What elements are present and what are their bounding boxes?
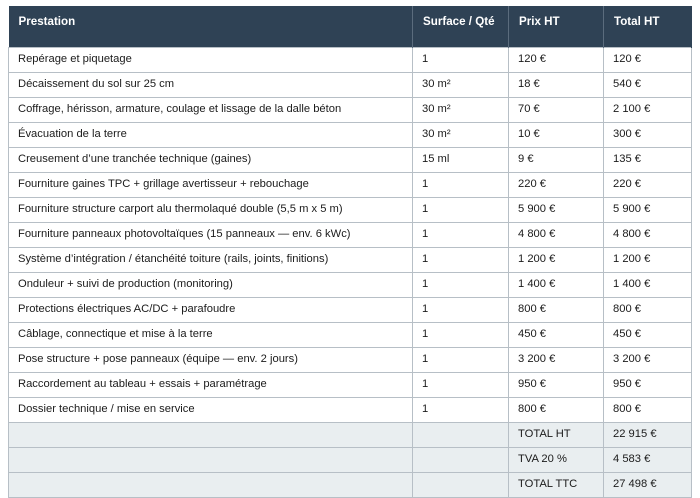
quote-table — [8, 6, 692, 498]
cell-surface-qte: 15 ml — [413, 148, 509, 173]
table-row — [9, 248, 692, 273]
cell-prestation: Fourniture structure carport alu thermolaqué double (5,5 m x 5 m) — [9, 198, 413, 223]
table-row — [9, 123, 692, 148]
table-row — [9, 298, 692, 323]
cell-prestation-empty — [9, 448, 413, 473]
cell-prestation: Évacuation de la terre — [9, 123, 413, 148]
cell-total-ht: 1 400 € — [604, 273, 692, 298]
cell-total-label: TVA 20 % — [509, 448, 604, 473]
table-header — [9, 6, 692, 48]
header-row — [9, 6, 692, 48]
column-header-total-ht: Total HT — [604, 6, 692, 48]
cell-surface-qte: 1 — [413, 248, 509, 273]
table-row — [9, 273, 692, 298]
cell-prestation: Raccordement au tableau + essais + paramétrage — [9, 373, 413, 398]
cell-prix-ht: 1 400 € — [509, 273, 604, 298]
table-row — [9, 198, 692, 223]
table-row — [9, 48, 692, 73]
table-row — [9, 98, 692, 123]
cell-prestation: Coffrage, hérisson, armature, coulage et lissage de la dalle béton — [9, 98, 413, 123]
cell-total-value: 4 583 € — [604, 448, 692, 473]
cell-total-ht: 300 € — [604, 123, 692, 148]
table-row — [9, 348, 692, 373]
cell-prix-ht: 1 200 € — [509, 248, 604, 273]
column-header-prestation: Prestation — [9, 6, 413, 48]
cell-prix-ht: 4 800 € — [509, 223, 604, 248]
cell-prestation: Fourniture panneaux photovoltaïques (15 panneaux — env. 6 kWc) — [9, 223, 413, 248]
table-row — [9, 398, 692, 423]
cell-total-ht: 2 100 € — [604, 98, 692, 123]
cell-prestation: Onduleur + suivi de production (monitoring) — [9, 273, 413, 298]
column-header-surface-qte: Surface / Qté — [413, 6, 509, 48]
cell-surface-qte-empty — [413, 473, 509, 498]
cell-surface-qte: 1 — [413, 348, 509, 373]
cell-prestation: Système d’intégration / étanchéité toiture (rails, joints, finitions) — [9, 248, 413, 273]
cell-total-ht: 120 € — [604, 48, 692, 73]
cell-prestation: Câblage, connectique et mise à la terre — [9, 323, 413, 348]
cell-prix-ht: 450 € — [509, 323, 604, 348]
totals-row — [9, 448, 692, 473]
quote-table-container — [8, 6, 691, 498]
cell-total-ht: 450 € — [604, 323, 692, 348]
cell-surface-qte: 1 — [413, 223, 509, 248]
cell-prestation: Dossier technique / mise en service — [9, 398, 413, 423]
table-row — [9, 373, 692, 398]
cell-total-label: TOTAL TTC — [509, 473, 604, 498]
cell-prix-ht: 9 € — [509, 148, 604, 173]
cell-total-ht: 5 900 € — [604, 198, 692, 223]
cell-total-value: 22 915 € — [604, 423, 692, 448]
cell-total-ht: 800 € — [604, 298, 692, 323]
cell-total-ht: 220 € — [604, 173, 692, 198]
cell-prix-ht: 220 € — [509, 173, 604, 198]
cell-prix-ht: 120 € — [509, 48, 604, 73]
cell-prix-ht: 800 € — [509, 398, 604, 423]
cell-surface-qte: 30 m² — [413, 123, 509, 148]
cell-total-ht: 135 € — [604, 148, 692, 173]
cell-surface-qte: 1 — [413, 298, 509, 323]
cell-prestation: Pose structure + pose panneaux (équipe — env. 2 jours) — [9, 348, 413, 373]
cell-prix-ht: 70 € — [509, 98, 604, 123]
cell-surface-qte: 1 — [413, 198, 509, 223]
cell-total-ht: 800 € — [604, 398, 692, 423]
cell-surface-qte-empty — [413, 423, 509, 448]
cell-prix-ht: 950 € — [509, 373, 604, 398]
table-body — [9, 48, 692, 498]
table-row — [9, 73, 692, 98]
cell-total-ht: 1 200 € — [604, 248, 692, 273]
cell-total-ht: 540 € — [604, 73, 692, 98]
cell-surface-qte-empty — [413, 448, 509, 473]
cell-total-ht: 3 200 € — [604, 348, 692, 373]
cell-surface-qte: 1 — [413, 323, 509, 348]
cell-total-label: TOTAL HT — [509, 423, 604, 448]
cell-surface-qte: 30 m² — [413, 98, 509, 123]
cell-total-ht: 950 € — [604, 373, 692, 398]
cell-prestation: Creusement d’une tranchée technique (gaines) — [9, 148, 413, 173]
cell-prix-ht: 18 € — [509, 73, 604, 98]
cell-prix-ht: 10 € — [509, 123, 604, 148]
cell-prix-ht: 5 900 € — [509, 198, 604, 223]
table-row — [9, 173, 692, 198]
cell-prestation: Fourniture gaines TPC + grillage avertisseur + rebouchage — [9, 173, 413, 198]
cell-surface-qte: 1 — [413, 273, 509, 298]
totals-row — [9, 473, 692, 498]
totals-row — [9, 423, 692, 448]
cell-prestation-empty — [9, 473, 413, 498]
column-header-prix-ht: Prix HT — [509, 6, 604, 48]
table-row — [9, 148, 692, 173]
table-row — [9, 223, 692, 248]
cell-prestation: Repérage et piquetage — [9, 48, 413, 73]
table-row — [9, 323, 692, 348]
cell-prestation-empty — [9, 423, 413, 448]
cell-surface-qte: 1 — [413, 48, 509, 73]
cell-surface-qte: 1 — [413, 173, 509, 198]
cell-surface-qte: 1 — [413, 373, 509, 398]
cell-prix-ht: 3 200 € — [509, 348, 604, 373]
cell-total-ht: 4 800 € — [604, 223, 692, 248]
cell-prestation: Décaissement du sol sur 25 cm — [9, 73, 413, 98]
cell-total-value: 27 498 € — [604, 473, 692, 498]
cell-prix-ht: 800 € — [509, 298, 604, 323]
cell-prestation: Protections électriques AC/DC + parafoudre — [9, 298, 413, 323]
cell-surface-qte: 30 m² — [413, 73, 509, 98]
cell-surface-qte: 1 — [413, 398, 509, 423]
